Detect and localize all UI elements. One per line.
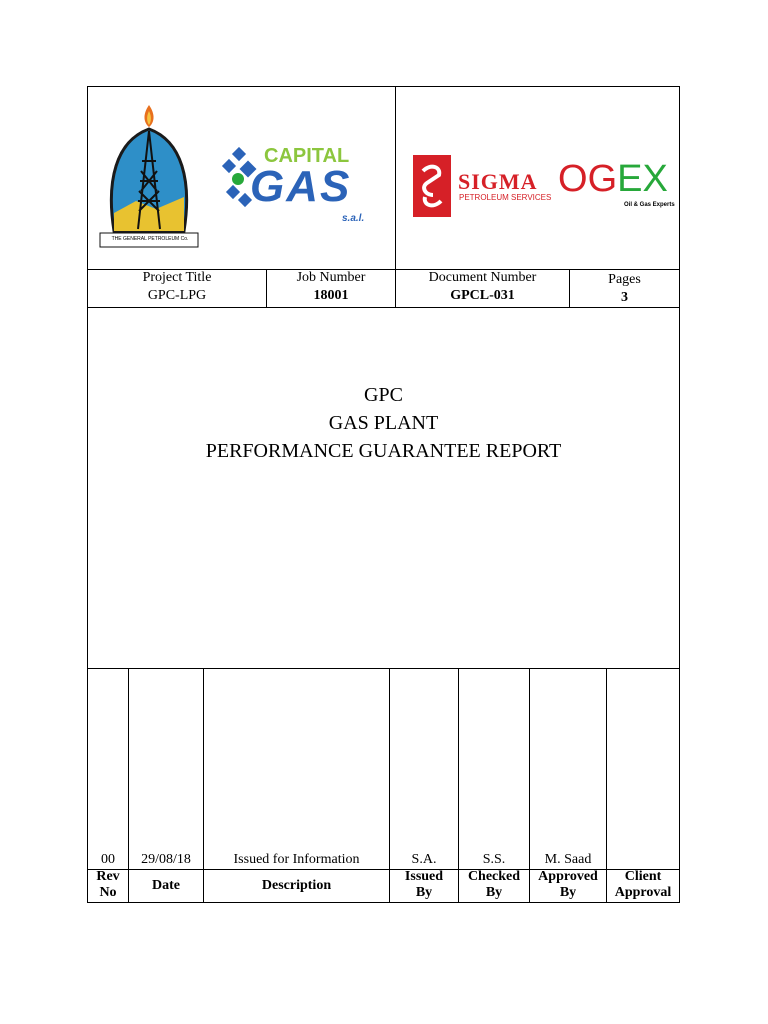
header-approved-by xyxy=(530,869,606,901)
header-approved-line1: Approved xyxy=(538,869,598,884)
sigma-subtitle: PETROLEUM SERVICES xyxy=(459,193,552,202)
logo-divider xyxy=(395,87,396,269)
job-number-label: Job Number xyxy=(296,270,366,285)
sigma-name: SIGMA xyxy=(458,169,538,194)
ogex-g: G xyxy=(587,158,618,200)
rev-approved-by-value: M. Saad xyxy=(544,852,592,867)
document-frame xyxy=(87,86,680,903)
header-issued-line1: Issued xyxy=(404,869,444,884)
general-petroleum-caption: THE GENERAL PETROLEUM Co. xyxy=(111,236,189,242)
ogex-ex: EX xyxy=(617,158,668,200)
title-line-1: GPC xyxy=(364,384,403,406)
rev-date-value: 29/08/18 xyxy=(141,852,191,867)
header-checked-by xyxy=(459,869,529,901)
header-checked-line1: Checked xyxy=(467,869,521,884)
sigma-icon xyxy=(413,155,451,217)
pages-value: 3 xyxy=(621,290,628,305)
project-title-label: Project Title xyxy=(142,270,212,285)
header-client-approval xyxy=(607,869,679,901)
header-rev-no-line1: Rev xyxy=(96,869,120,884)
ogex-logo xyxy=(558,159,668,199)
header-approved-line2: By xyxy=(559,885,577,900)
header-date: Date xyxy=(152,878,180,893)
title-area xyxy=(88,308,679,669)
document-number-label: Document Number xyxy=(428,270,537,285)
header-rev-no-line2: No xyxy=(99,885,117,900)
title-line-2: GAS PLANT xyxy=(328,412,439,434)
header-issued-line2: By xyxy=(415,885,433,900)
capital-gas-top-text: CAPITAL xyxy=(264,145,350,167)
capital-gas-sub-text: s.a.l. xyxy=(342,213,365,224)
job-number-cell xyxy=(267,269,395,307)
rev-checked-by-value: S.S. xyxy=(482,852,506,867)
header-rev-no xyxy=(88,869,128,901)
logo-header xyxy=(88,87,679,270)
header-client-line2: Approval xyxy=(614,885,672,900)
title-line-3: PERFORMANCE GUARANTEE REPORT xyxy=(205,440,562,462)
document-number-value: GPCL-031 xyxy=(450,288,515,303)
revision-table xyxy=(88,668,679,902)
header-client-line1: Client xyxy=(624,869,662,884)
rev-description-value: Issued for Information xyxy=(233,852,360,867)
ogex-o: O xyxy=(558,158,588,200)
project-info-row xyxy=(88,269,679,308)
ogex-subtitle: Oil & Gas Experts xyxy=(624,202,675,208)
project-title-value: GPC-LPG xyxy=(147,288,207,303)
header-description: Description xyxy=(261,878,332,893)
general-petroleum-logo xyxy=(96,101,202,253)
capital-gas-main-text: GAS xyxy=(250,162,352,211)
rev-no-value: 00 xyxy=(101,852,115,867)
header-issued-by xyxy=(390,869,458,901)
pages-label: Pages xyxy=(608,272,641,287)
project-title-cell xyxy=(88,269,266,307)
pages-cell xyxy=(570,269,679,309)
rev-col-divider xyxy=(606,668,607,902)
header-checked-line2: By xyxy=(485,885,503,900)
document-number-cell xyxy=(396,269,569,307)
job-number-value: 18001 xyxy=(313,288,349,303)
rev-issued-by-value: S.A. xyxy=(411,852,437,867)
